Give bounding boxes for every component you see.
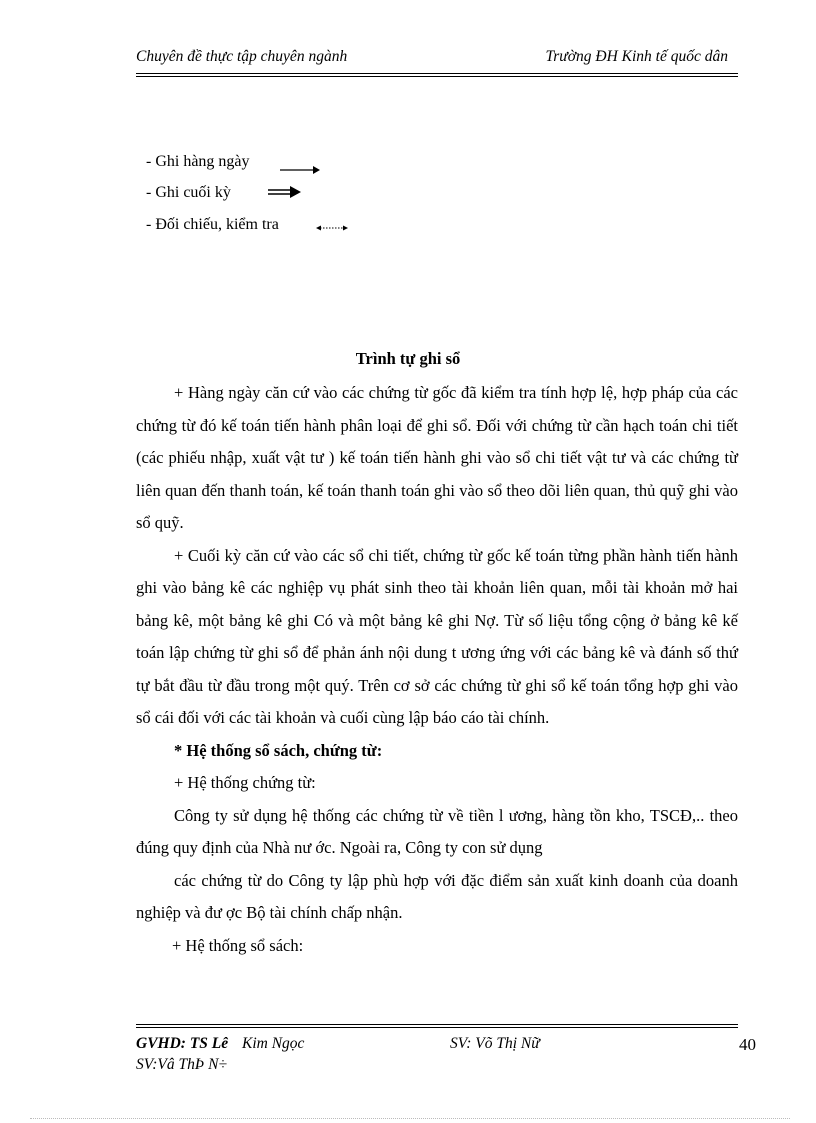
legend-label-daily: - Ghi hàng ngày bbox=[146, 153, 250, 170]
subheading-books: + Hệ thống sổ sách: bbox=[172, 935, 304, 955]
footer-advisor-label: GVHD: TS Lê bbox=[136, 1035, 229, 1052]
footer-rule-bottom bbox=[136, 1027, 738, 1028]
header-left: Chuyên đề thực tập chuyên ngành bbox=[136, 48, 348, 65]
footer-student-garbled: SV:Vâ ThÞ N÷ bbox=[136, 1056, 228, 1073]
header-rule-bottom bbox=[136, 76, 738, 77]
footer-rule-top bbox=[136, 1024, 738, 1025]
page-header bbox=[136, 48, 738, 68]
double-arrow-icon bbox=[268, 185, 302, 199]
legend-label-reconcile: - Đối chiếu, kiểm tra bbox=[146, 216, 279, 233]
subheading-documents: + Hệ thống chứng từ: bbox=[174, 773, 316, 792]
single-arrow-icon bbox=[280, 163, 320, 175]
document-body bbox=[136, 377, 738, 962]
dotted-double-headed-arrow-icon bbox=[316, 223, 348, 233]
page-number: 40 bbox=[739, 1035, 756, 1054]
paragraph-daily: + Hàng ngày căn cứ vào các chứng từ gốc đã kiểm tra tính hợp lệ, hợp pháp của các chứng từ đó kế toán tiến hành phân loại để ghi sổ. Đối với chứng từ cần hạch toán chi tiết (các phiếu nhập, xuất vật tư ) kế toán tiến hành ghi vào sổ chi tiết vật tư và các chứng từ liên quan đến thanh toán, kế toán thanh toán ghi vào sổ theo dõi liên quan, thủ quỹ ghi vào sổ quỹ. bbox=[136, 383, 738, 532]
section-title: Trình tự ghi sổ bbox=[355, 349, 461, 368]
header-rule-top bbox=[136, 73, 738, 74]
legend-label-periodend: - Ghi cuối kỳ bbox=[146, 184, 231, 201]
footer-advisor-name: Kim Ngọc bbox=[242, 1035, 305, 1052]
header-right: Trường ĐH Kinh tế quốc dân bbox=[545, 48, 728, 65]
footer-student: SV: Võ Thị Nữ bbox=[450, 1035, 540, 1052]
paragraph-company-own-documents: các chứng từ do Công ty lập phù hợp với đặc điểm sản xuất kinh doanh của doanh nghiệp và đư ợc Bộ tài chính chấp nhận. bbox=[136, 870, 738, 922]
page-bottom-dotted-line bbox=[30, 1118, 790, 1119]
heading-books-documents: * Hệ thống sổ sách, chứng từ: bbox=[174, 740, 383, 760]
paragraph-periodend: + Cuối kỳ căn cứ vào các sổ chi tiết, chứng từ gốc kế toán từng phần hành tiến hành ghi vào bảng kê các nghiệp vụ phát sinh theo tài khoản liên quan, mỗi tài khoản mở hai bảng kê, một bảng kê ghi Có và một bảng kê ghi Nợ. Từ số liệu tổng cộng ở bảng kê kế toán lập chứng từ ghi sổ để phản ánh nội dung t ương ứng với các bảng kê và đánh số thứ tự bắt đầu từ đầu trong một quý. Trên cơ sở các chứng từ ghi sổ kế toán tổng hợp ghi vào sổ cái đối với các tài khoản và cuối cùng lập báo cáo tài chính. bbox=[136, 545, 738, 727]
paragraph-company-documents: Công ty sử dụng hệ thống các chứng từ về tiền l ương, hàng tồn kho, TSCĐ,.. theo đúng quy định của Nhà nư ớc. Ngoài ra, Công ty con sử dụng bbox=[136, 805, 738, 857]
